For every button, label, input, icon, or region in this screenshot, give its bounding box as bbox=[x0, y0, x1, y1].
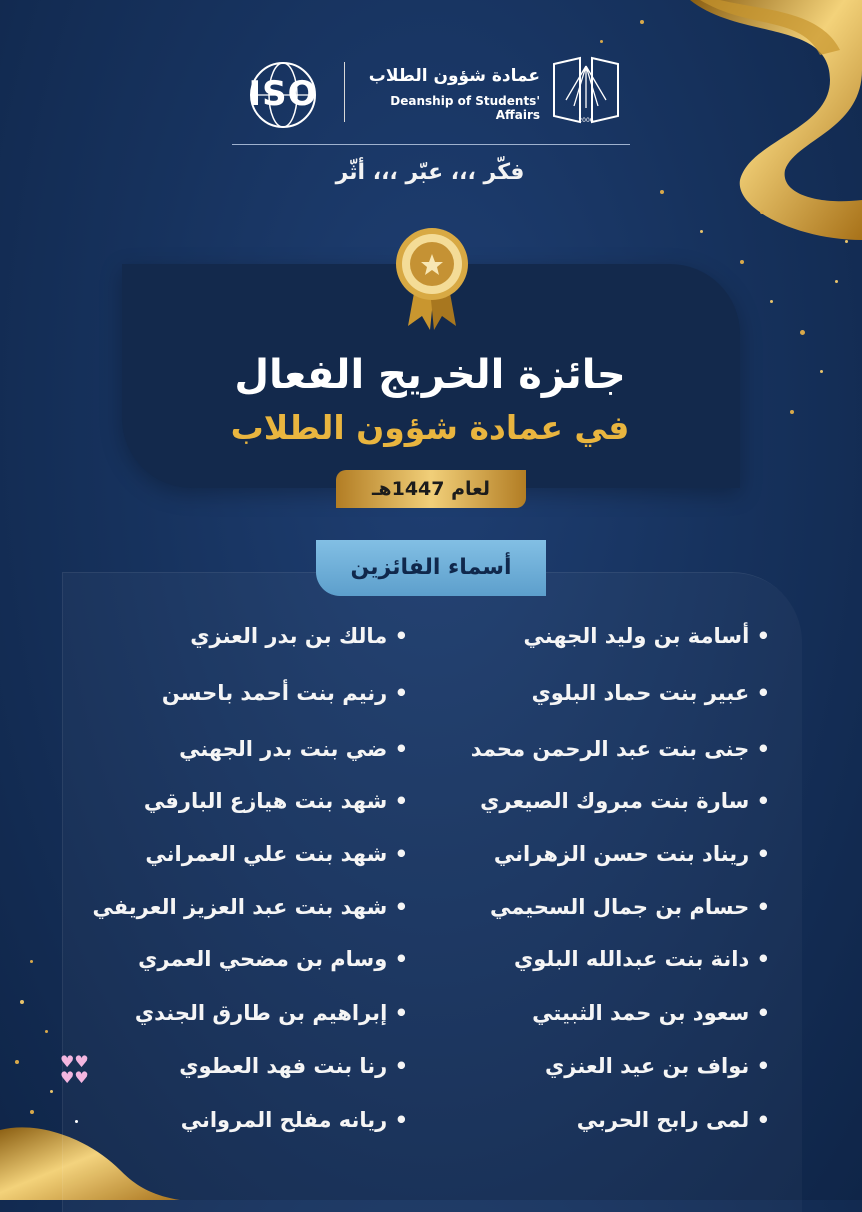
award-subtitle: في عمادة شؤون الطلاب bbox=[230, 408, 630, 447]
winner-name: • ضي بنت بدر الجهني bbox=[179, 737, 408, 761]
header-underline bbox=[232, 144, 630, 145]
year-badge: لعام 1447هـ bbox=[336, 470, 526, 508]
winners-heading: أسماء الفائزين bbox=[316, 540, 546, 596]
winner-name: • رنيم بنت أحمد باحسن bbox=[161, 681, 408, 705]
gold-ribbon-decoration bbox=[680, 0, 862, 250]
winner-name: • حسام بن جمال السحيمي bbox=[489, 895, 770, 919]
winner-name: • نواف بن عيد العنزي bbox=[545, 1054, 770, 1078]
winner-name: • شهد بنت هيازع البارقي bbox=[143, 789, 408, 813]
winner-name: • إبراهيم بن طارق الجندي bbox=[134, 1001, 408, 1025]
award-title: جائزة الخريج الفعال bbox=[234, 352, 626, 398]
winner-name: • ريانه مفلح المرواني bbox=[180, 1108, 408, 1132]
award-rosette-icon bbox=[394, 226, 470, 334]
winner-name: • شهد بنت علي العمراني bbox=[145, 842, 408, 866]
winner-name: • شهد بنت عبد العزيز العريفي bbox=[92, 895, 408, 919]
winner-name: • عبير بنت حماد البلوي bbox=[531, 681, 770, 705]
winner-name: • رنا بنت فهد العطوي bbox=[179, 1054, 408, 1078]
logo-year: 2006 bbox=[578, 117, 594, 124]
header-divider bbox=[344, 62, 345, 122]
university-book-icon bbox=[546, 56, 626, 126]
iso-label: ISO bbox=[248, 74, 318, 114]
winner-name: • جنى بنت عبد الرحمن محمد bbox=[470, 737, 770, 761]
university-logo bbox=[546, 56, 626, 126]
winner-name: • مالك بن بدر العنزي bbox=[190, 624, 408, 648]
slogan: فكّر ،،، عبّر ،،، أثّر bbox=[335, 160, 525, 185]
winner-name: • وسام بن مضحي العمري bbox=[138, 947, 408, 971]
winner-name: • أسامة بن وليد الجهني bbox=[523, 624, 770, 648]
department-name-arabic: عمادة شؤون الطلاب bbox=[368, 66, 540, 86]
winner-name: • سارة بنت مبروك الصيعري bbox=[480, 789, 770, 813]
department-name-english: Deanship of Students' Affairs bbox=[390, 94, 540, 122]
winner-name: • سعود بن حمد الثبيتي bbox=[532, 1001, 770, 1025]
iso-logo bbox=[238, 60, 328, 130]
winner-name: • لمى رابح الحربي bbox=[576, 1108, 770, 1132]
winner-name: • ريناد بنت حسن الزهراني bbox=[493, 842, 770, 866]
winner-name: • دانة بنت عبدالله البلوي bbox=[513, 947, 770, 971]
hearts-icon: ♥♥ ♥♥ bbox=[60, 1052, 89, 1087]
